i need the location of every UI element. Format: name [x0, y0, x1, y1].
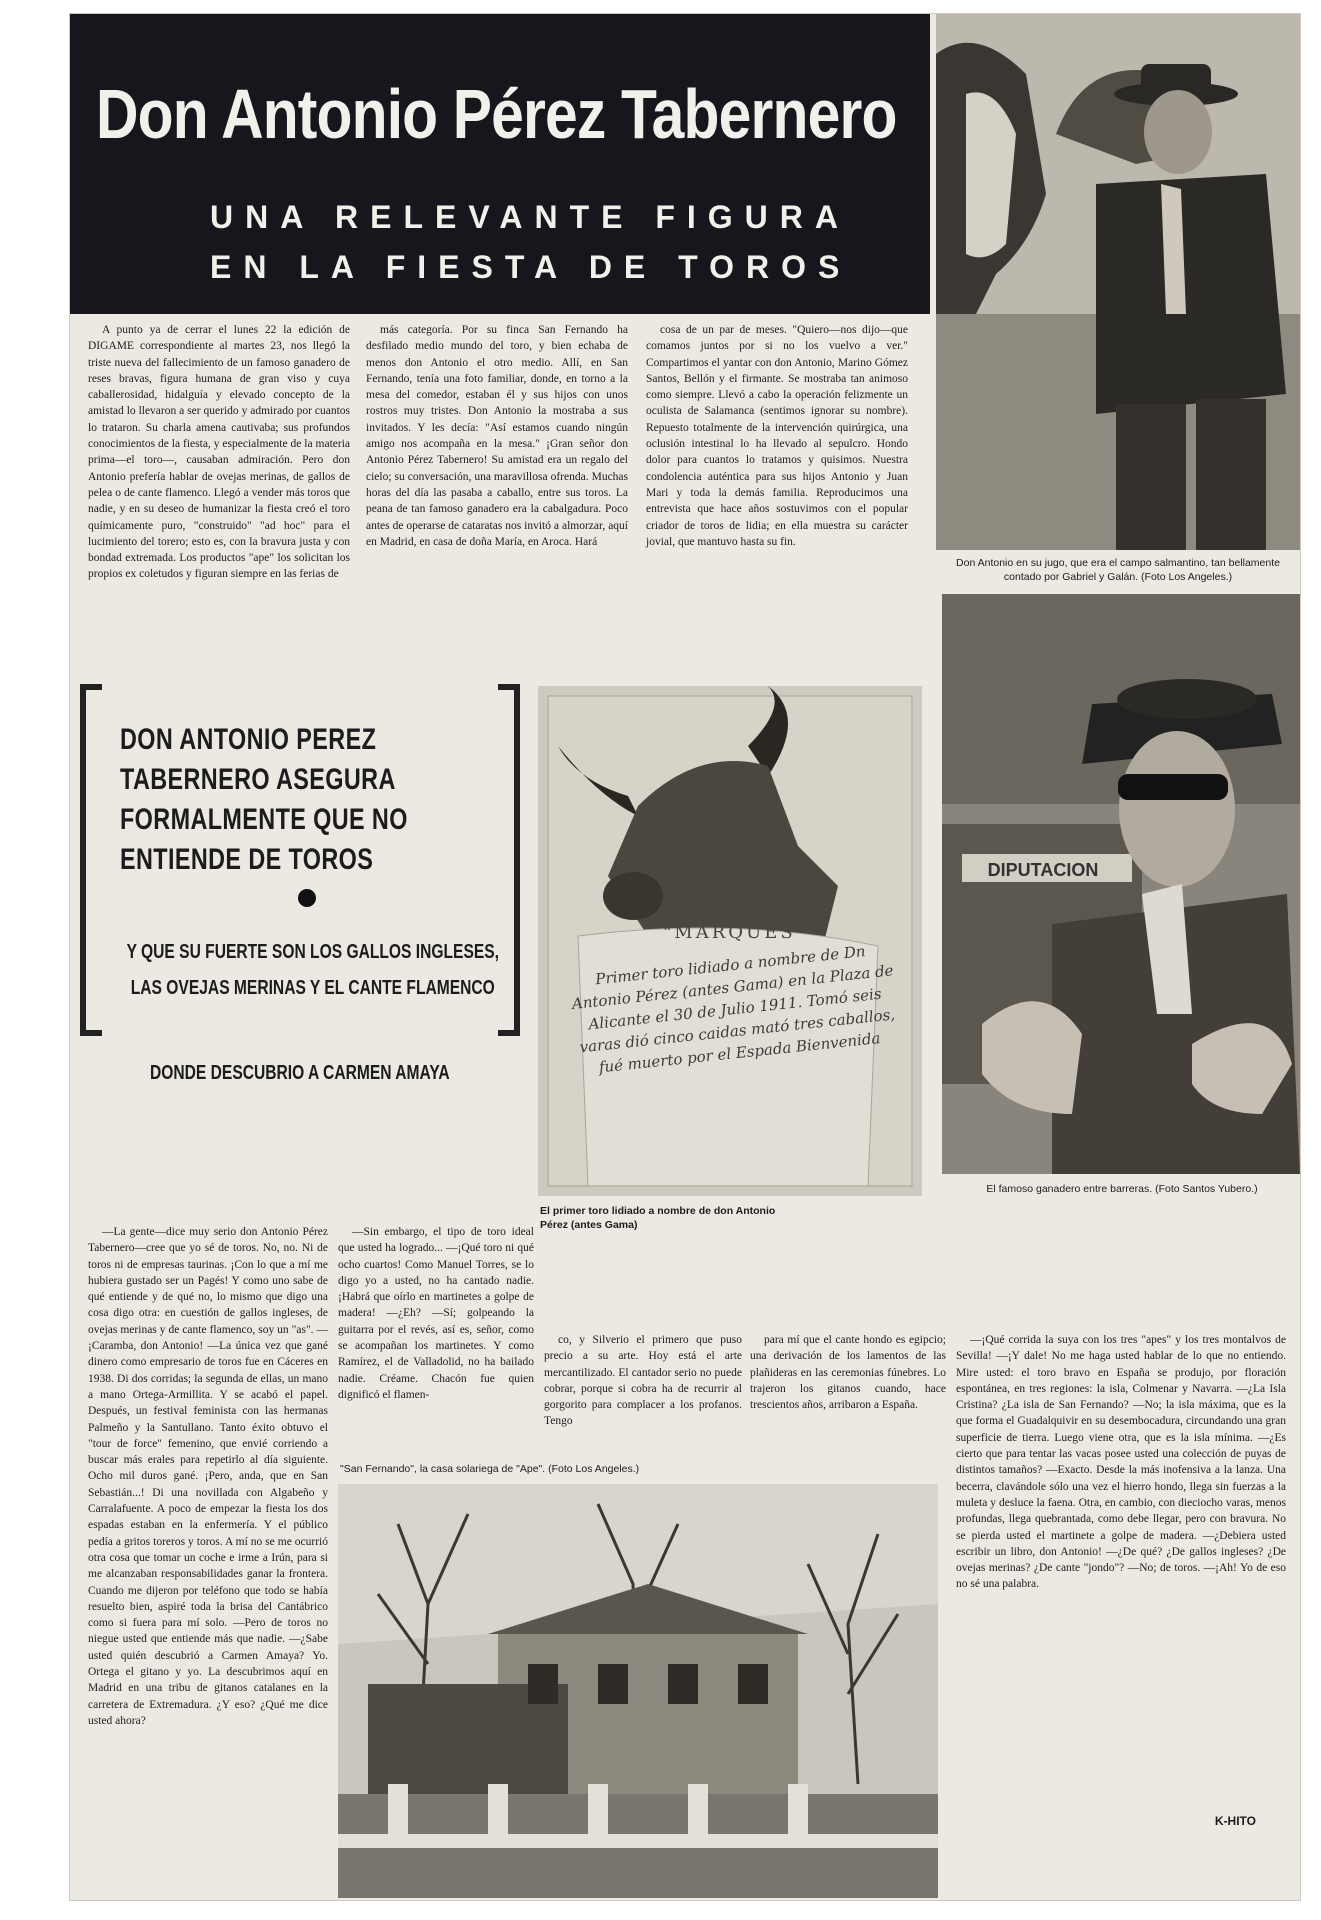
plaque-name: "MARQUES" — [663, 922, 807, 943]
subtitle-line-2: EN LA FIESTA DE TOROS — [210, 249, 852, 285]
barrier-photo — [942, 594, 1300, 1174]
headline-subtitle — [210, 192, 851, 292]
horse-caption: Don Antonio en su jugo, que era el campo salmantino, tan bellamente contado por Gabriel y Galán. (Foto Los Angeles.) — [956, 557, 1280, 583]
pull-quote — [80, 684, 520, 1084]
subtitle-line-1: UNA RELEVANTE FIGURA — [210, 199, 850, 235]
bull-caption: El primer toro lidiado a nombre de don Antonio Pérez (antes Gama) — [540, 1205, 776, 1231]
headline-title: Don Antonio Pérez Tabernero — [96, 75, 897, 153]
bullet-dot — [298, 889, 316, 907]
author-signature: K-HITO — [1214, 1814, 1256, 1828]
intro-column-2: más categoría. Por su finca San Fernando ha desfilado medio mundo del toro, y bien echaba de menos don Antonio el otro medio. Allí, en San Fernando, tenía una foto familiar, donde, en torno a la mesa del comedor, estaban él y sus hijos con unos rostros muy tristes. Don Antonio la mostraba a sus invitados. Y les decía: "Así estamos cuando ningún amigo nos acompaña en la mesa." ¡Gran señor don Antonio Pérez Tabernero! Su amistad era un regalo del cielo; su conversación, una maravillosa ofrenda. Muchas horas del día las pasaba a caballo, entre sus toros. La peana de tan famoso ganadero era la cabalgadura. Poco antes de operarse de cataratas nos invitó a almorzar, aquí en Madrid, en casa de doña María, en Aroca. Hará — [366, 324, 628, 548]
left-bracket — [80, 684, 102, 1036]
interview-column-1: —La gente—dice muy serio don Antonio Pérez Tabernero—cree que yo sé de toros. No, no. Ni de toros ni de empresas taurinas. ¡Con lo que a mí me hubiera gustado ser un Pagés! Y como uno sabe de qué entiende y de qué no, lo mismo que digo una cosa digo otra: en cuestión de gallos ingleses, de ovejas merinas y de cante flamenco, soy un "as". —¡Caramba, don Antonio! —La única vez que gané dinero como empresario de toros fue en Cáceres en 1938. Di dos corridas; la segunda de ellas, un mano a mano Ortega-Armillita. Y se acabó el papel. Después, un festival feminista con las hermanas Palmeño y la Santullano. Tanto éxito obtuvo el "tour de force" femenino, que envié corriendo a buscar más erales para repetirlo al día siguiente. Ocho mil duros gané. ¡Pero, anda, que en San Sebastián...! Di una novillada con Algabeño y Carralafuente. A poco de empezar la fiesta los dos espadas estaban en la enfermería. Y el público pedía a gritos toreros y toros. A mí no se me ocurrió otra cosa que tomar un coche e irme a Irún, para si me alcanzaban responsabilidades ganar la frontera. Cuando me dijeron por teléfono que todo se había resuelto bien, aspiré toda la brisa del Cantábrico como si fuera para mí solo. —Pero de toros no niegue usted que entiende más que nadie. —¿Sabe usted quién descubrió a Carmen Amaya? Yo. Ortega el gitano y yo. La descubrimos aquí en Madrid en una tribu de gitanos catalanes en la carretera de Extremadura. ¿Y eso? ¿Qué me dice usted ahora? — [88, 1226, 328, 1727]
headline-banner — [70, 14, 930, 314]
house-caption: "San Fernando", la casa solariega de "Ape". (Foto Los Angeles.) — [340, 1463, 640, 1475]
horse-photo — [936, 14, 1300, 550]
pull-quote-title: DON ANTONIO PEREZ TABERNERO ASEGURA FORMALMENTE QUE NO ENTIENDE DE TOROS — [120, 723, 408, 876]
barrier-sign: DIPUTACION — [987, 860, 1099, 880]
interview-column-2: —Sin embargo, el tipo de toro ideal que usted ha logrado... —¡Qué toro ni qué ocho cuartos! Como Manuel Torres, se lo digo yo a usted, no ha cantado nadie. ¡Habrá que oírlo en martinetes a golpe de madera! —¿Eh? —Sí; golpeando la guitarra por el revés, así es, señor, como se acompañan los martinetes. Y como Ramírez, el de Valladolid, no ha bailado nadie. Créame. Chacón fue quien dignificó el flamen- — [338, 1226, 534, 1401]
intro-column-1: A punto ya de cerrar el lunes 22 la edición de DIGAME correspondiente al martes 23, nos llegó la triste nueva del fallecimiento de un famoso ganadero de reses bravas, figura humana de gran viso y cuya caballerosidad, hidalguía y elevado concepto de la amistad lo llevaron a ser querido y admirado por cuantos lo trataron. Su charla amena cautivaba; sus profundos conocimientos de la fiesta, y especialmente de la materia prima—el toro—, causaban admiración. Pero don Antonio prefería hablar de ovejas merinas, de gallos de pelea o de cante flamenco. Llegó a vender más toros que nadie, y en su deseo de humanizar la fiesta creó el toro químicamente puro, "construido" "ad hoc" para el lucimiento del torero; esto es, con la bravura justa y con bondad extremada. Los productos "ape" los solicitan los propios ex coletudos y figuran siempre en las ferias de — [88, 324, 350, 581]
plaque-handwriting: Primer toro lidiado a nombre de Dn Antonio Pérez (antes Gama) en la Plaza de Alicante el 30 de Julio 1911. Tomó seis varas dió cinco caidas mató tres caballos, fué muerto por el Espada Bienvenida — [571, 942, 896, 1077]
pull-quote-subtitle: Y QUE SU FUERTE SON LOS GALLOS INGLESES, LAS OVEJAS MERINAS Y EL CANTE FLAMENCO — [126, 941, 500, 999]
interview-column-5: —¡Qué corrida la suya con los tres "apes" y los tres montalvos de Sevilla! —¡Y dale! No me haga usted hablar de lo que no entiendo. Mire usted: el toro bravo en España se produjo, por floración espontánea, en tres regiones: la isla, Colmenar y Navarra. —¿La Isla Cristina? ¿La isla de San Fernando? —No; la isla máxima, que es la que forma el Guadalquivir en su desembocadura, circundando una gran superficie de tierra. Luego viene otra, que es la isla mínima. —¿Es cierto que para tentar las vacas posee usted una colección de puyas de distintos tamaños? —Exacto. Desde la más inofensiva a la lanza. Una becerra, clavándole sólo una vez el hierro hondo, llega sin fuerzas a la muleta y desluce la faena. Otra, en cambio, con dieciocho varas, menos profundas, llega quebrantada, como debe llegar, pero con bravura. No se pierda usted el martinete a golpe de madera. —¿Debiera usted escribir un libro, don Antonio! —¿De qué? ¿De gallos ingleses? ¿De ovejas merinas? ¿De cante "jondo"? —No; de toros. —¡Ah! Yo de eso no sé una palabra. — [956, 1334, 1286, 1591]
barrier-caption: El famoso ganadero entre barreras. (Foto Santos Yubero.) — [986, 1183, 1258, 1195]
interview-column-4: para mí que el cante hondo es egipcio; una derivación de los lamentos de las plañideras en las ceremonias fúnebres. Lo trajeron los gitanos cuando, hace trescientos años, arribaron a España. — [750, 1334, 946, 1412]
pull-quote-footer: DONDE DESCUBRIO A CARMEN AMAYA — [150, 1062, 450, 1084]
house-photo — [338, 1484, 938, 1898]
newspaper-page — [70, 14, 1300, 1900]
interview-column-3: co, y Silverio el primero que puso precio a su arte. Hoy está el arte mercantilizado. El cantador serio no puede cobrar, porque si cobra ha de recurrir al gorgorito para complacer a los profanos. Tengo — [544, 1334, 742, 1428]
intro-column-3: cosa de un par de meses. "Quiero—nos dijo—que comamos juntos por si no los vuelvo a ver." Compartimos el yantar con don Antonio, Marino Gómez Santos, Bellón y el firmante. Se mostraba tan animoso como siempre. Llevó a cabo la operación felizmente un oculista de Salamanca (sentimos ignorar su nombre). Repuesto totalmente de la intervención quirúrgica, una oclusión intestinal lo ha llevado al sepulcro. Hondo dolor para cuantos lo tratamos y quisimos. Nuestra condolencia auténtica para sus hijos Antonio y Juan Mari y toda la demás familia. Reproducimos una entrevista que hace años sostuvimos con el popular criador de toros de lidia; en ella muestra su carácter jovial, que mantuvo hasta su fin. — [646, 324, 908, 548]
